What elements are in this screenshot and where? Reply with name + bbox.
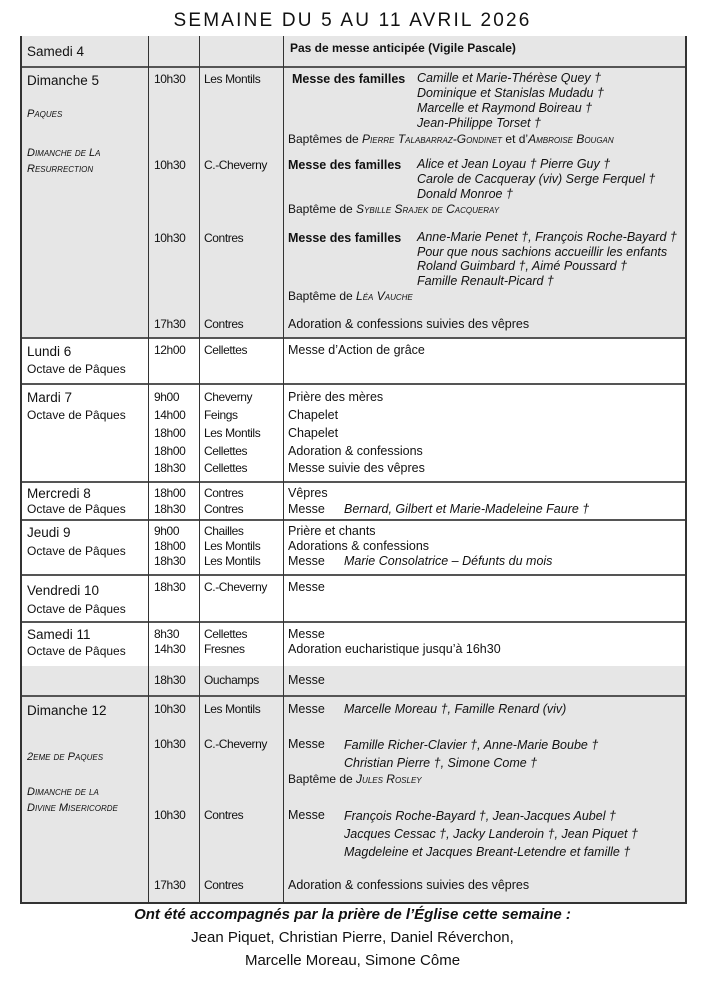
event-activity: Messe des familles	[288, 158, 402, 172]
event-intentions	[417, 71, 604, 131]
column-divider-time	[148, 36, 149, 902]
day-label: Dimanche 12	[27, 703, 107, 718]
event-place: C.-Cheverny	[204, 737, 267, 751]
event-activity: Adoration eucharistique jusqu’à 16h30	[288, 642, 501, 656]
intention: Carole de Cacqueray (viv) Serge Ferquel †	[417, 172, 656, 186]
event-time: 10h30	[154, 158, 186, 172]
intention: Famille Renault-Picard †	[417, 273, 554, 288]
event-place: Feings	[204, 408, 238, 422]
event-activity: Messe	[288, 673, 325, 687]
baptism-prefix: Baptême de	[288, 772, 357, 786]
feast-subtitle-line2: Resurrection	[27, 163, 94, 175]
intention: Marcelle et Raymond Boireau †	[417, 101, 593, 115]
event-place: C.-Cheverny	[204, 580, 267, 594]
footer-heading: Ont été accompagnés par la prière de l’Église cette semaine :	[134, 906, 571, 923]
intention: Donald Monroe †	[417, 187, 513, 201]
event-activity: Adorations & confessions	[288, 539, 430, 553]
schedule-table	[20, 36, 687, 904]
intention: François Roche-Bayard †, Jean-Jacques Aubel †	[344, 809, 616, 823]
event-time: 12h00	[154, 343, 186, 357]
event-activity: Messe	[288, 502, 325, 516]
baptism-name: Ambroise Bougan	[528, 132, 614, 146]
baptism-line	[288, 201, 499, 219]
event-place: Cellettes	[204, 461, 248, 475]
table-row-mercredi-8	[22, 483, 685, 521]
event-place: Contres	[204, 808, 244, 822]
intention: Roland Guimbard †, Aimé Poussard †	[417, 259, 628, 273]
column-divider-activity	[283, 36, 284, 902]
event-intentions	[344, 807, 638, 861]
event-intentions	[344, 736, 598, 772]
intention: Christian Pierre †, Simone Come †	[344, 756, 538, 770]
baptism-prefix: Baptême de	[288, 289, 357, 303]
event-time: 9h00	[154, 390, 180, 404]
event-place: Les Montils	[204, 539, 261, 553]
event-time: 18h00	[154, 444, 186, 458]
baptism-prefix: Baptême de	[288, 202, 357, 216]
table-row-vendredi-10	[22, 576, 685, 623]
event-place: Contres	[204, 502, 244, 516]
event-time: 10h30	[154, 231, 186, 245]
day-label: Jeudi 9	[27, 525, 71, 540]
day-label: Dimanche 5	[27, 73, 100, 88]
event-activity: Messe	[288, 808, 325, 822]
table-row-mardi-7	[22, 385, 685, 483]
intention: Jean-Philippe Torset †	[417, 116, 541, 130]
footer-names-line1: Jean Piquet, Christian Pierre, Daniel Réverchon,	[191, 929, 514, 946]
event-time: 17h30	[154, 317, 186, 331]
event-activity: Messe d’Action de grâce	[288, 343, 425, 357]
event-activity: Messe	[288, 702, 325, 716]
intention: Jacques Cessac †, Jacky Landeroin †, Jean Piquet †	[344, 827, 638, 841]
event-place: Les Montils	[204, 554, 261, 568]
event-place: C.-Cheverny	[204, 158, 267, 172]
intention: Dominique et Stanislas Mudadu †	[417, 86, 604, 100]
event-activity: Adoration & confessions suivies des vêpres	[288, 317, 530, 331]
baptism-name: Léa Vauche	[356, 289, 413, 303]
baptism-name: Sybille Srajek de Cacqueray	[356, 202, 500, 216]
octave-label: Octave de Pâques	[27, 408, 126, 422]
event-intention: Marcelle Moreau †, Famille Renard (viv)	[344, 702, 567, 716]
octave-label: Octave de Pâques	[27, 644, 126, 658]
baptism-line	[288, 131, 614, 149]
baptism-conj: et d’	[502, 132, 529, 146]
table-row-samedi-11-evening	[22, 666, 685, 697]
event-time: 10h30	[154, 808, 186, 822]
event-intentions	[417, 157, 655, 202]
event-time: 18h30	[154, 673, 186, 687]
event-time: 9h00	[154, 524, 180, 538]
page-title: SEMAINE DU 5 AU 11 AVRIL 2026	[173, 10, 532, 31]
event-place: Cellettes	[204, 444, 248, 458]
event-activity: Messe	[288, 580, 325, 594]
event-intentions	[417, 230, 677, 288]
intention: Alice et Jean Loyau † Pierre Guy †	[417, 157, 611, 171]
event-time: 18h30	[154, 554, 186, 568]
event-place: Chailles	[204, 524, 244, 538]
event-activity: Adoration & confessions suivies des vêpres	[288, 878, 530, 892]
table-row-lundi-6	[22, 339, 685, 385]
event-time: 14h30	[154, 642, 186, 656]
feast-name: Paques	[27, 108, 63, 120]
table-row-samedi-4	[22, 36, 685, 68]
event-place: Cellettes	[204, 627, 248, 641]
footer-names-line2: Marcelle Moreau, Simone Côme	[244, 952, 461, 969]
table-row-jeudi-9	[22, 521, 685, 576]
event-time: 10h30	[154, 702, 186, 716]
event-activity: Chapelet	[288, 408, 339, 422]
event-place: Cheverny	[204, 390, 253, 404]
event-place: Contres	[204, 231, 244, 245]
table-row-samedi-11	[22, 623, 685, 666]
event-time: 14h00	[154, 408, 186, 422]
event-time: 8h30	[154, 627, 180, 641]
event-time: 17h30	[154, 878, 186, 892]
baptism-name: Jules Rosley	[356, 772, 422, 786]
intention: Anne-Marie Penet †, François Roche-Bayard †	[417, 230, 677, 244]
event-place: Les Montils	[204, 702, 261, 716]
event-time: 18h30	[154, 502, 186, 516]
event-activity: Messe	[288, 627, 325, 641]
baptism-name: Pierre Talabarraz-Gondinet	[362, 132, 503, 146]
feast-subtitle-line1: Dimanche de La	[27, 147, 101, 159]
event-place: Contres	[204, 486, 244, 500]
day-label: Vendredi 10	[27, 583, 100, 598]
octave-label: Octave de Pâques	[27, 362, 126, 376]
event-activity: Messe des familles	[292, 72, 406, 86]
table-row-dimanche-5	[22, 68, 685, 339]
baptism-line	[288, 288, 413, 306]
intention: Magdeleine et Jacques Breant-Letendre et famille †	[344, 845, 631, 859]
event-place: Fresnes	[204, 642, 245, 656]
event-place: Les Montils	[204, 426, 261, 440]
event-activity: Chapelet	[288, 426, 339, 440]
event-activity: Vêpres	[288, 486, 328, 500]
column-divider-place	[199, 36, 200, 902]
octave-label: Octave de Pâques	[27, 602, 126, 616]
event-intention: Marie Consolatrice – Défunts du mois	[344, 554, 553, 568]
feast-subtitle-line1: Dimanche de la	[27, 786, 99, 798]
event-time: 18h30	[154, 461, 186, 475]
baptism-prefix: Baptêmes de	[288, 132, 363, 146]
octave-label: Octave de Pâques	[27, 544, 126, 558]
event-time: 18h00	[154, 426, 186, 440]
day-label: Mercredi 8	[27, 486, 91, 501]
day-label: Mardi 7	[27, 390, 73, 405]
event-time: 18h30	[154, 580, 186, 594]
event-activity: Messe des familles	[288, 231, 402, 245]
feast-name: 2eme de Paques	[27, 751, 104, 763]
day-label: Lundi 6	[27, 344, 72, 359]
event-time: 18h00	[154, 539, 186, 553]
activity: Pas de messe anticipée (Vigile Pascale)	[290, 41, 516, 55]
baptism-line	[288, 771, 422, 789]
event-activity: Prière des mères	[288, 390, 384, 404]
event-place: Ouchamps	[204, 673, 259, 687]
day-label: Samedi 4	[27, 44, 85, 59]
intention: Pour que nous sachions accueillir les enfants	[417, 244, 668, 259]
event-time: 10h30	[154, 72, 186, 86]
feast-subtitle-line2: Divine Misericorde	[27, 802, 118, 814]
event-activity: Messe	[288, 737, 325, 751]
event-activity: Messe suivie des vêpres	[288, 461, 425, 475]
event-time: 10h30	[154, 737, 186, 751]
event-place: Contres	[204, 878, 244, 892]
event-activity: Adoration & confessions	[288, 444, 423, 458]
event-place: Contres	[204, 317, 244, 331]
event-activity: Prière et chants	[288, 524, 376, 538]
day-label: Samedi 11	[27, 627, 91, 642]
intention: Camille et Marie-Thérèse Quey †	[417, 71, 602, 85]
table-row-dimanche-12	[22, 697, 685, 902]
event-activity: Messe	[288, 554, 325, 568]
intention: Famille Richer-Clavier †, Anne-Marie Boube †	[344, 738, 599, 752]
event-intention: Bernard, Gilbert et Marie-Madeleine Faure †	[344, 502, 590, 516]
octave-label: Octave de Pâques	[27, 502, 126, 516]
event-place: Cellettes	[204, 343, 248, 357]
event-time: 18h00	[154, 486, 186, 500]
event-place: Les Montils	[204, 72, 261, 86]
